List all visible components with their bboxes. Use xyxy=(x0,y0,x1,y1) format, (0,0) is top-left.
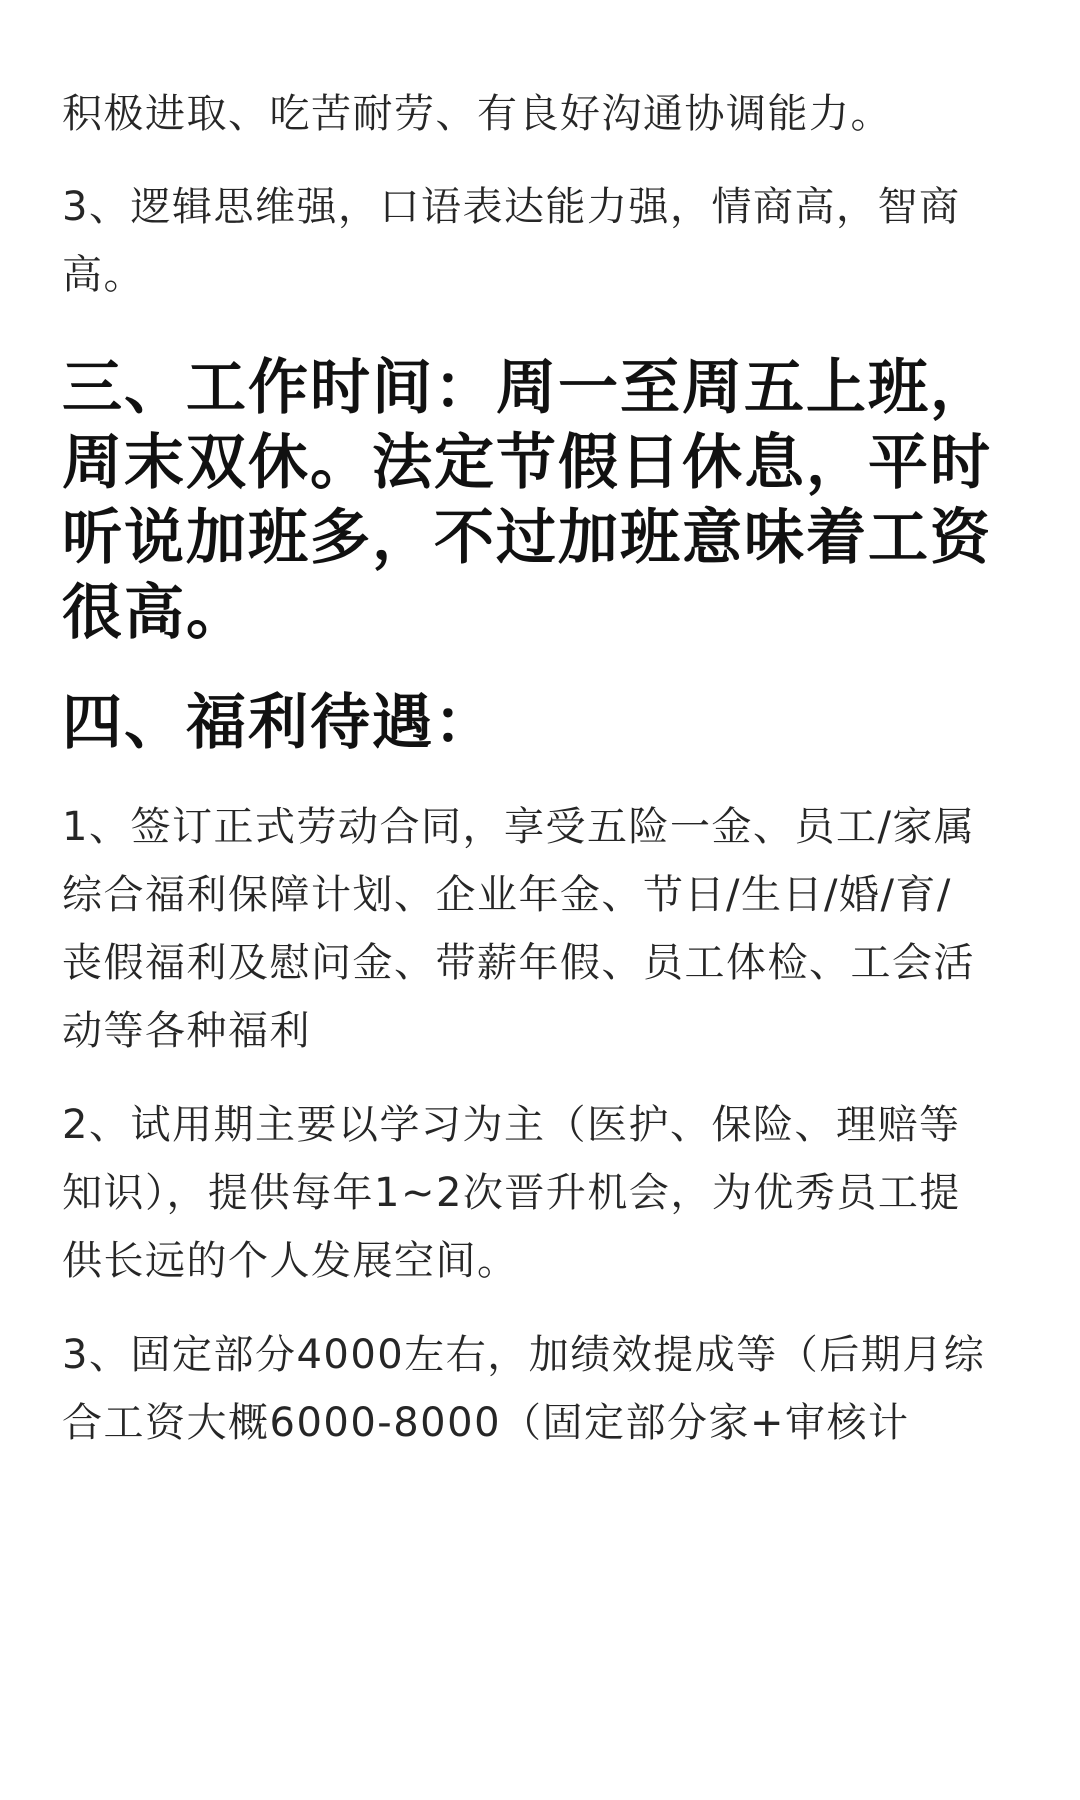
text-line: 2、试用期主要以学习为主（医护、保险、理赔等 xyxy=(62,1102,961,1148)
text-line: 综合福利保障计划、企业年金、节日/生日/婚/育/ xyxy=(62,872,952,918)
text-line: 3、固定部分4000左右，加绩效提成等（后期月综 xyxy=(62,1332,986,1378)
text-line: 丧假福利及慰问金、带薪年假、员工体检、工会活 xyxy=(62,940,975,986)
text-line: 知识），提供每年1~2次晋升机会，为优秀员工提 xyxy=(62,1170,961,1216)
text-line: 动等各种福利 xyxy=(62,1008,311,1054)
heading-line: 三、工作时间：周一至周五上班， xyxy=(62,353,992,423)
heading-line: 很高。 xyxy=(62,578,248,648)
heading-line: 周末双休。法定节假日休息，平时 xyxy=(62,428,992,498)
heading-line: 四、福利待遇： xyxy=(62,688,496,758)
text-line: 合工资大概6000-8000（固定部分家+审核计 xyxy=(62,1400,910,1446)
text-line: 1、签订正式劳动合同，享受五险一金、员工/家属 xyxy=(62,804,976,850)
text-line: 3、逻辑思维强，口语表达能力强，情商高，智商 xyxy=(62,184,961,230)
heading-line: 听说加班多，不过加班意味着工资 xyxy=(62,503,992,573)
text-line: 供长远的个人发展空间。 xyxy=(62,1238,519,1284)
text-line: 高。 xyxy=(62,252,145,298)
text-line: 积极进取、吃苦耐劳、有良好沟通协调能力。 xyxy=(62,91,892,137)
